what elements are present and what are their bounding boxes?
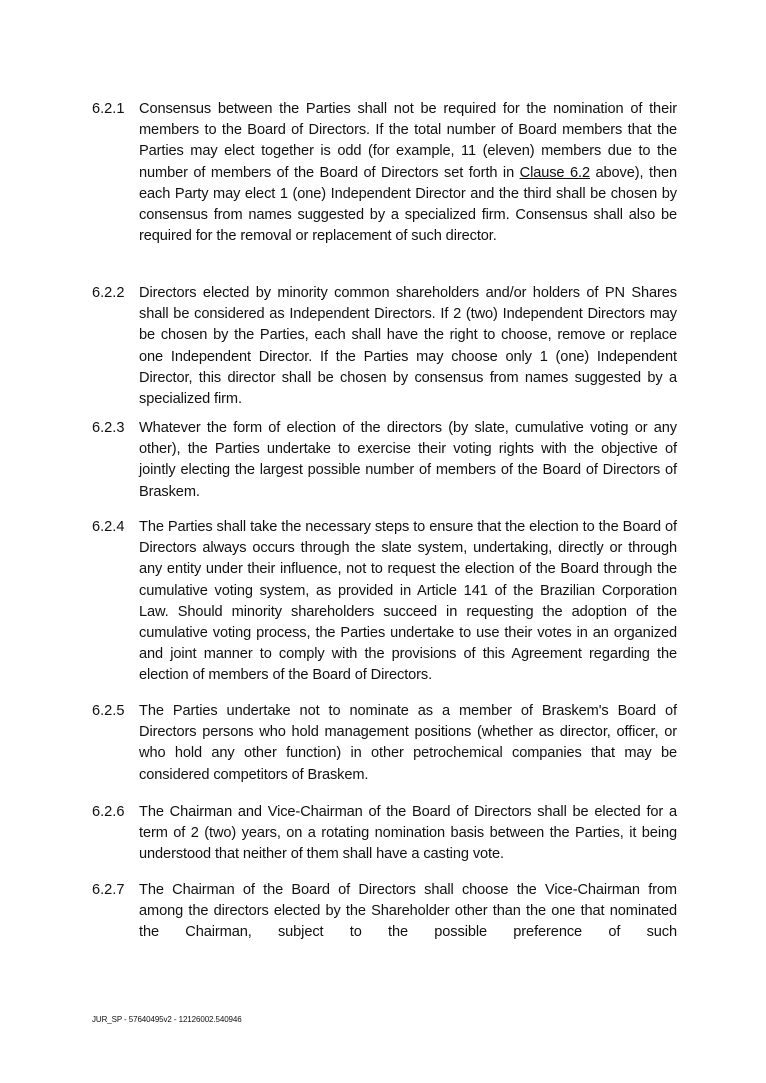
- clause-6-2-5: [92, 701, 677, 786]
- clause-reference-link: Clause 6.2: [519, 164, 590, 181]
- clause-text: Directors elected by minority common shareholders and/or holders of PN Shares shall be considered as Independent Directors. If 2 (two) Independent Directors may be chosen by the Parties, each shall have the right to choose, remove or replace one Independent Director. If the Parties may choose only 1 (one) Independent Director, this director shall be chosen by consensus from names suggested by a specialized firm.: [139, 285, 677, 408]
- clause-number: 6.2.4: [92, 519, 125, 535]
- clause-number: 6.2.7: [92, 882, 125, 898]
- clause-number: 6.2.6: [92, 804, 125, 820]
- clause-text: The Parties undertake not to nominate as a member of Braskem's Board of Directors persons who hold management positions (whether as director, officer, or who hold any other function) in other petrochemical companies that may be considered competitors of Braskem.: [139, 703, 677, 783]
- clause-number: 6.2.2: [92, 285, 125, 301]
- clause-text-part: above), then each Party may elect 1 (one) Independent Director and the third shall be chosen by consensus from names suggested by a specialized firm. Consensus shall also be required for the removal or replacement of such director.: [139, 164, 677, 245]
- clause-text: [139, 99, 677, 247]
- clause-6-2-2: [92, 283, 677, 410]
- clause-text: The Parties shall take the necessary steps to ensure that the election to the Board of Directors always occurs through the slate system, undertaking, directly or through any entity under their influence, not to request the election of the Board through the cumulative voting system, as provided in Article 141 of the Brazilian Corporation Law. Should minority shareholders succeed in requesting the adoption of the cumulative voting process, the Parties undertake to use their votes in an organized and joint manner to comply with the provisions of this Agreement regarding the election of members of the Board of Directors.: [139, 519, 677, 684]
- clause-number: 6.2.3: [92, 420, 125, 436]
- clause-6-2-7: [92, 880, 677, 944]
- document-footer-reference: JUR_SP - 57640495v2 - 12126002.540946: [92, 1015, 242, 1024]
- clause-text: The Chairman and Vice-Chairman of the Board of Directors shall be elected for a term of 2 (two) years, on a rotating nomination basis between the Parties, it being understood that neither of them shall have a casting vote.: [139, 804, 677, 863]
- clause-number: 6.2.1: [92, 101, 125, 117]
- clause-text-part: Consensus between the Parties shall not be required for the nomination of their members to the Board of Directors. If the total number of Board members that the Parties may elect together is odd (for example, 11 (eleven) members due to the number of members of the Board of Directors set forth in: [139, 101, 677, 181]
- clause-text: Whatever the form of election of the directors (by slate, cumulative voting or any other), the Parties undertake to exercise their voting rights with the objective of jointly electing the largest possible number of members of the Board of Directors of Braskem.: [139, 420, 677, 500]
- clause-text: The Chairman of the Board of Directors shall choose the Vice-Chairman from among the directors elected by the Shareholder other than the one that nominated the Chairman, subject to the possible preference of such: [139, 882, 677, 941]
- clause-number: 6.2.5: [92, 703, 125, 719]
- clause-6-2-3: [92, 418, 677, 503]
- clause-6-2-6: [92, 802, 677, 866]
- clause-6-2-1: [92, 99, 677, 247]
- clause-6-2-4: [92, 517, 677, 687]
